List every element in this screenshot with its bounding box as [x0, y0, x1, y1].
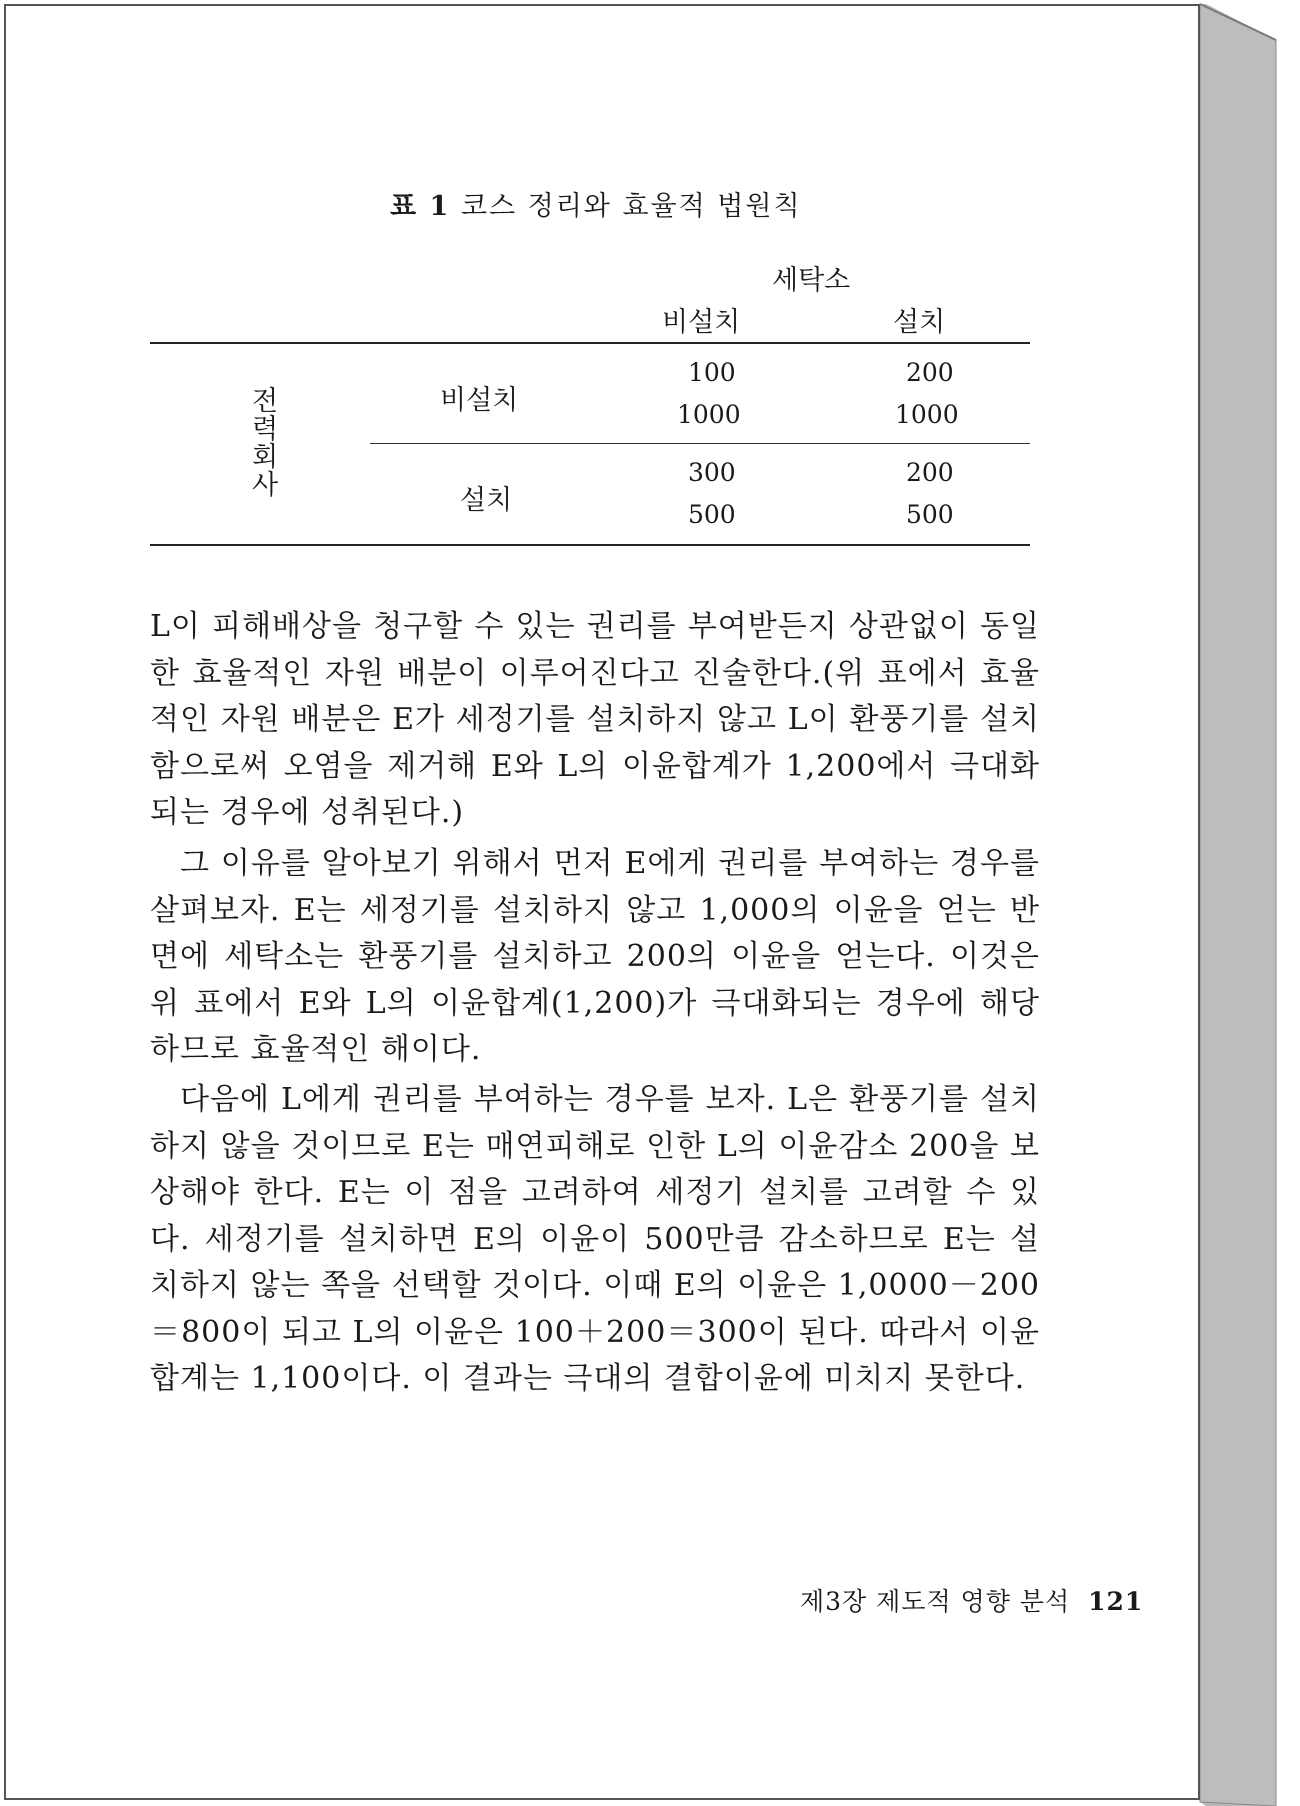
- table-cell: 200: [906, 358, 954, 387]
- table-cell: 100: [688, 358, 736, 387]
- table-cell: 300: [688, 458, 736, 487]
- row-group-header: 전력회사: [251, 386, 279, 501]
- page-footer: [800, 1582, 1143, 1618]
- table-title: [390, 184, 802, 223]
- page-number: 121: [1088, 1587, 1144, 1616]
- table-cell: 500: [906, 500, 954, 529]
- row-label-installed: 설치: [460, 485, 513, 516]
- table-top-rule: [150, 342, 1030, 344]
- table-cell: 1000: [895, 400, 959, 429]
- row-label-not-installed: 비설치: [440, 385, 519, 416]
- table-cell: 500: [688, 500, 736, 529]
- table-cell: 200: [906, 458, 954, 487]
- table-middle-rule: [370, 443, 1030, 444]
- paragraph-3: 다음에 L에게 권리를 부여하는 경우를 보자. L은 환풍기를 설치하지 않을 것이므로 E는 매연피해로 인한 L의 이윤감소 200을 보상해야 한다. E는 이 점을 고려하여 세정기 설치를 고려할 수 있다. 세정기를 설치하면 E의 이윤이 500만큼 감소하므로 E는 설치하지 않는 쪽을 선택할 것이다. 이때 E의 이윤은 1,0000－200＝800이 되고 L의 이윤은 100＋200＝300이 된다. 따라서 이윤합계는 1,100이다. 이 결과는 극대의 결합이윤에 미치지 못한다.: [150, 1082, 1040, 1396]
- col-group-header: 세탁소: [772, 265, 851, 296]
- chapter-title: 제3장 제도적 영향 분석: [800, 1587, 1071, 1616]
- paragraph-2: 그 이유를 알아보기 위해서 먼저 E에게 권리를 부여하는 경우를 살펴보자. E는 세정기를 설치하지 않고 1,000의 이윤을 얻는 반면에 세탁소는 환풍기를 설치하고 200의 이윤을 얻는다. 이것은 위 표에서 E와 L의 이윤합계(1,200)가 극대화되는 경우에 해당하므로 효율적인 해이다.: [150, 846, 1040, 1067]
- col-header-not-installed: 비설치: [662, 307, 741, 338]
- table-bottom-rule: [150, 544, 1030, 546]
- paragraph-1: L이 피해배상을 청구할 수 있는 권리를 부여받든지 상관없이 동일한 효율적인 자원 배분이 이루어진다고 진술한다.(위 표에서 효율적인 자원 배분은 E가 세정기를 설치하지 않고 L이 환풍기를 설치함으로써 오염을 제거해 E와 L의 이윤합계가 1,200에서 극대화되는 경우에 성취된다.): [150, 609, 1040, 830]
- table-cell: 1000: [677, 400, 741, 429]
- table-label: 표 1: [390, 191, 451, 222]
- table-caption: 코스 정리와 효율적 법원칙: [460, 191, 802, 222]
- col-header-installed: 설치: [893, 307, 946, 338]
